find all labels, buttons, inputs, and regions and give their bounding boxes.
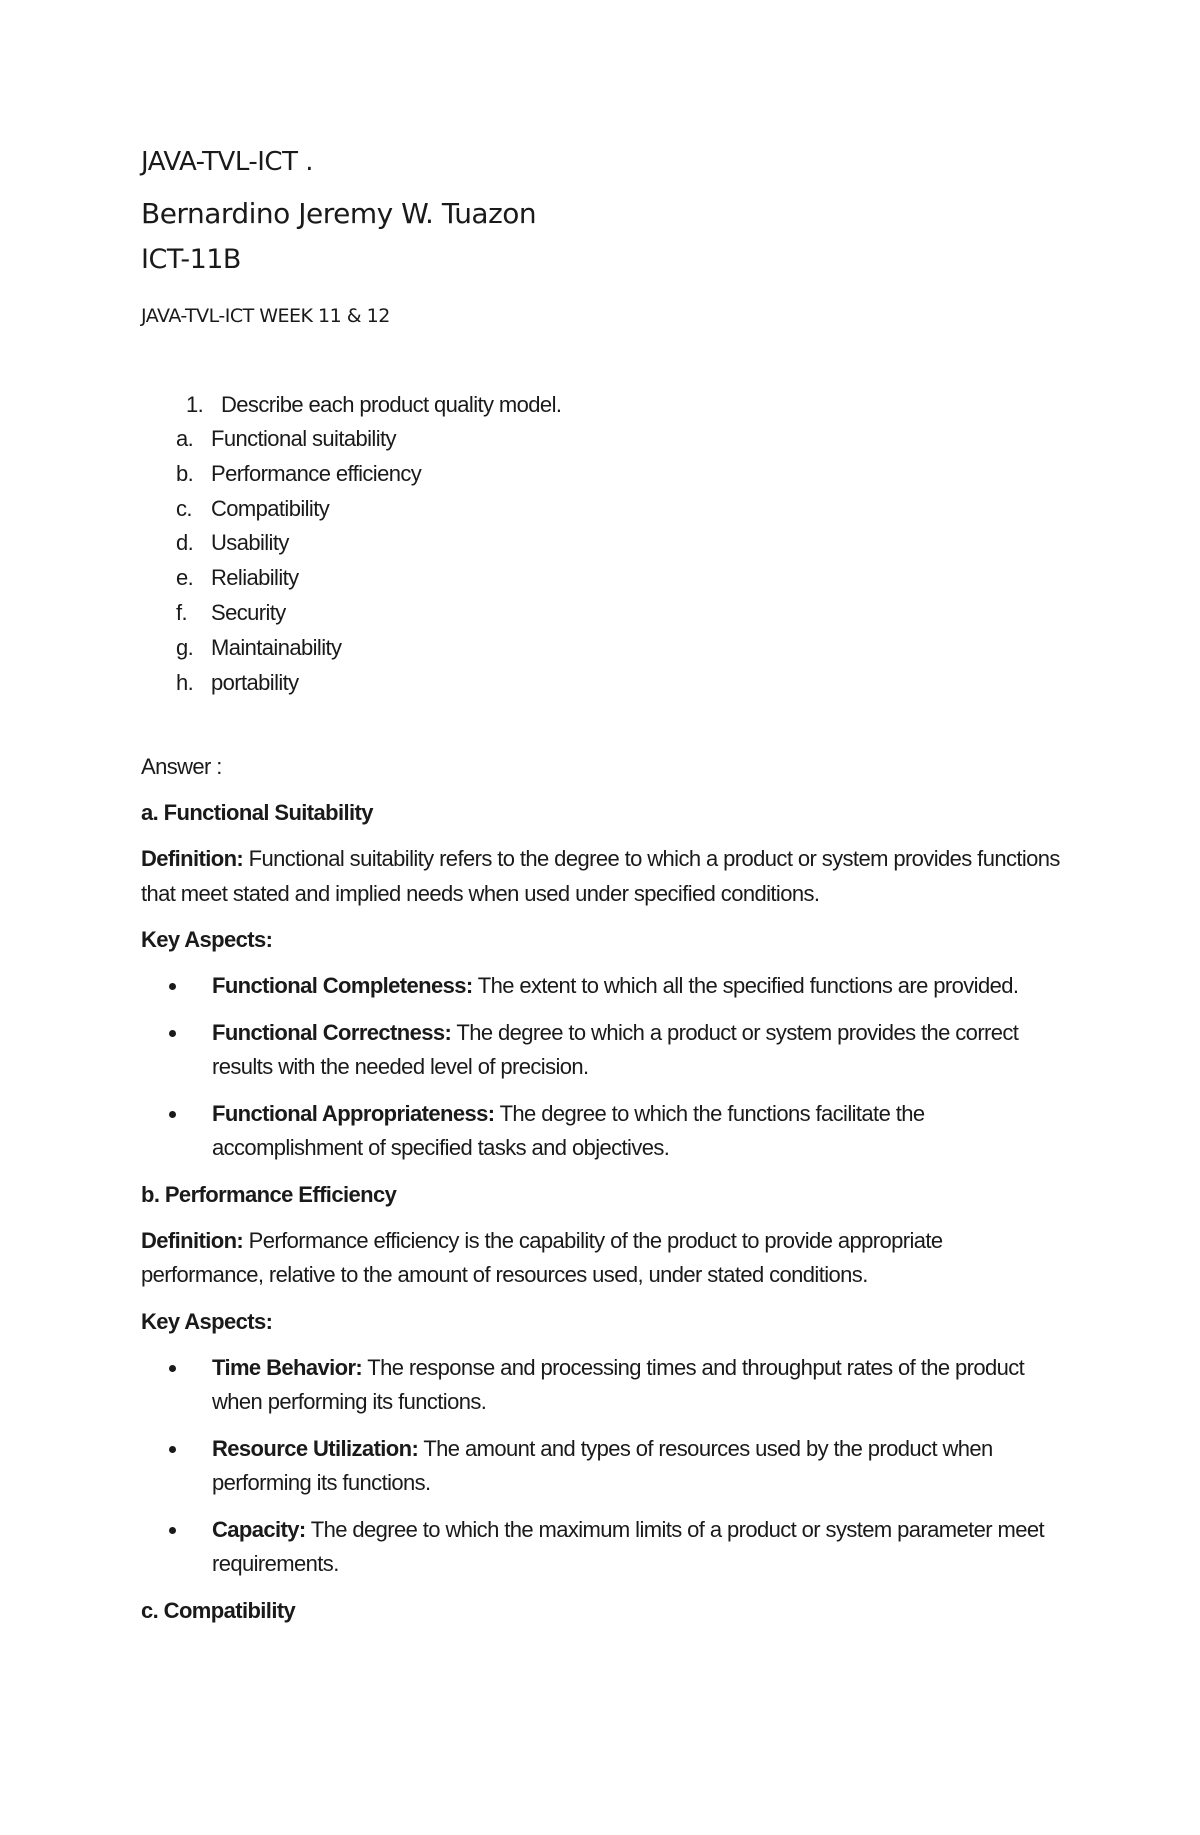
section-heading-functional-suitability: a. Functional Suitability bbox=[141, 800, 373, 826]
definition-text: Performance efficiency is the capability of the product to provide appropriate performance, relative to the amount of resources used, under stated conditions. bbox=[141, 1227, 943, 1288]
definition-label: Definition: bbox=[141, 846, 244, 872]
definition-paragraph bbox=[141, 842, 1061, 911]
header-section: ICT-11B bbox=[141, 244, 241, 275]
key-aspects-list bbox=[141, 969, 1071, 1166]
aspect-text: The extent to which all the specified functions are provided. bbox=[472, 973, 1019, 999]
list-item-letter: h. bbox=[176, 669, 194, 695]
bullet-icon bbox=[169, 983, 176, 990]
aspect-text: The degree to which the maximum limits of a product or system parameter meet requirements. bbox=[212, 1516, 1045, 1577]
bullet-icon bbox=[169, 1111, 176, 1118]
list-item bbox=[141, 969, 1072, 1004]
list-item-text: Compatibility bbox=[211, 495, 330, 521]
list-item bbox=[141, 457, 1071, 492]
list-item-letter: a. bbox=[176, 426, 194, 451]
list-item-text: Usability bbox=[211, 530, 289, 556]
list-item bbox=[141, 1513, 1072, 1582]
header-student-name: Bernardino Jeremy W. Tuazon bbox=[141, 197, 537, 230]
answer-label: Answer : bbox=[141, 754, 222, 780]
list-item-text: Functional suitability bbox=[211, 426, 396, 451]
list-item-text: Maintainability bbox=[211, 634, 342, 660]
document-content bbox=[141, 142, 1071, 1628]
question-text: Describe each product quality model. bbox=[221, 392, 562, 417]
aspect-term: Resource Utilization: bbox=[212, 1435, 419, 1461]
list-item bbox=[141, 561, 1071, 596]
key-aspects-list bbox=[141, 1351, 1071, 1582]
list-item bbox=[141, 666, 1071, 701]
model-list bbox=[141, 422, 1071, 700]
bullet-icon bbox=[169, 1030, 176, 1037]
list-item bbox=[141, 1432, 1072, 1501]
aspect-text: The degree to which a product or system provides the correct results with the needed level of precision. bbox=[212, 1019, 1019, 1080]
aspect-term: Functional Completeness: bbox=[212, 973, 473, 999]
bullet-icon bbox=[169, 1365, 176, 1372]
aspect-term: Functional Appropriateness: bbox=[212, 1100, 495, 1126]
key-aspects-label: Key Aspects: bbox=[141, 1308, 273, 1334]
list-item bbox=[141, 1351, 1072, 1420]
list-item bbox=[141, 526, 1071, 561]
list-item-letter: d. bbox=[176, 530, 194, 556]
key-aspects-label: Key Aspects: bbox=[141, 927, 273, 953]
question-item bbox=[141, 388, 1071, 422]
aspect-text: The response and processing times and throughput rates of the product when performing its functions. bbox=[212, 1354, 1025, 1415]
list-item-text: Performance efficiency bbox=[211, 460, 422, 486]
list-item-letter: g. bbox=[176, 634, 194, 660]
list-item bbox=[141, 596, 1071, 631]
header-subtitle: JAVA-TVL-ICT WEEK 11 & 12 bbox=[141, 305, 390, 327]
section-heading-performance-efficiency: b. Performance Efficiency bbox=[141, 1181, 397, 1207]
definition-paragraph bbox=[141, 1224, 1061, 1293]
section-heading-compatibility: c. Compatibility bbox=[141, 1597, 296, 1623]
list-item bbox=[141, 1097, 1072, 1166]
aspect-term: Time Behavior: bbox=[212, 1354, 363, 1380]
list-item-text: Reliability bbox=[211, 565, 299, 591]
list-item-letter: f. bbox=[176, 599, 188, 625]
aspect-term: Functional Correctness: bbox=[212, 1019, 452, 1045]
bullet-icon bbox=[169, 1446, 176, 1453]
list-item bbox=[141, 1016, 1072, 1085]
definition-text: Functional suitability refers to the degree to which a product or system provides functions that meet stated and implied needs when used under specified conditions. bbox=[141, 846, 1060, 906]
bullet-icon bbox=[169, 1527, 176, 1534]
aspect-text: The amount and types of resources used by the product when performing its functions. bbox=[212, 1435, 993, 1496]
list-item-letter: e. bbox=[176, 565, 194, 591]
list-item-letter: b. bbox=[176, 460, 194, 486]
list-item bbox=[141, 422, 1071, 457]
list-item bbox=[141, 492, 1071, 527]
question-number: 1. bbox=[186, 392, 204, 417]
list-item-text: portability bbox=[211, 669, 299, 695]
definition-label: Definition: bbox=[141, 1227, 244, 1253]
list-item bbox=[141, 631, 1071, 666]
aspect-text: The degree to which the functions facilitate the accomplishment of specified tasks and objectives. bbox=[212, 1100, 925, 1161]
header-course-line: JAVA-TVL-ICT . bbox=[141, 147, 313, 177]
list-item-letter: c. bbox=[176, 495, 192, 521]
aspect-term: Capacity: bbox=[212, 1516, 306, 1542]
list-item-text: Security bbox=[211, 599, 286, 625]
